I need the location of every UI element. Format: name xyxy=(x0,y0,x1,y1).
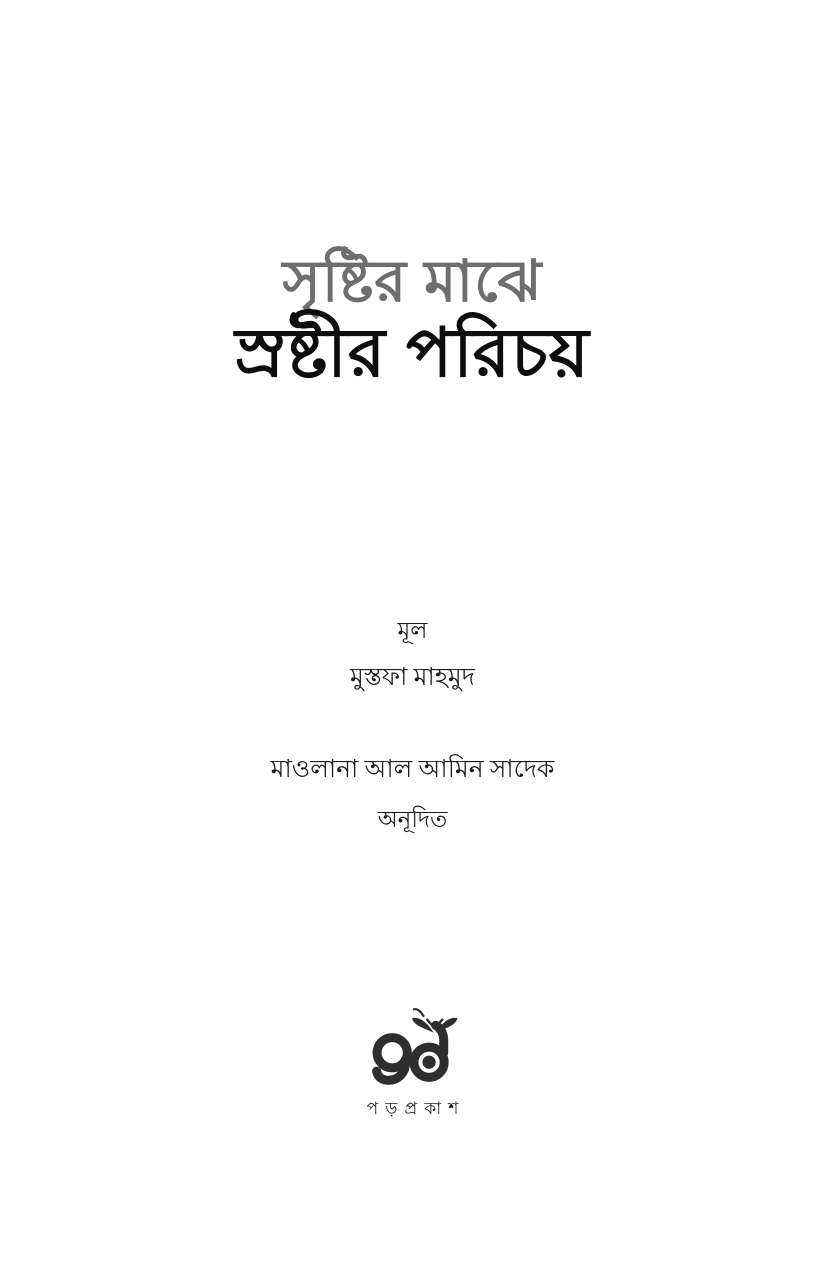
book-title xyxy=(0,248,825,391)
translator-name: মাওলানা আল আমিন সাদেক xyxy=(270,756,555,783)
publisher-wordmark: পড়প্রকাশ xyxy=(366,1099,466,1118)
translator-credit xyxy=(0,754,825,834)
original-author-label: মূল xyxy=(397,618,428,643)
translated-label: অনূদিত xyxy=(377,806,448,832)
book-title-line1: সৃষ্টির মাঝে xyxy=(282,249,543,314)
publisher-imprint xyxy=(0,1004,825,1124)
author-name: মুস্তফা মাহমুদ xyxy=(350,663,475,691)
author-credit xyxy=(0,616,825,694)
book-title-line2: স্রষ্টীর পরিচয় xyxy=(235,315,590,392)
open-book-monogram-icon xyxy=(361,1004,465,1094)
